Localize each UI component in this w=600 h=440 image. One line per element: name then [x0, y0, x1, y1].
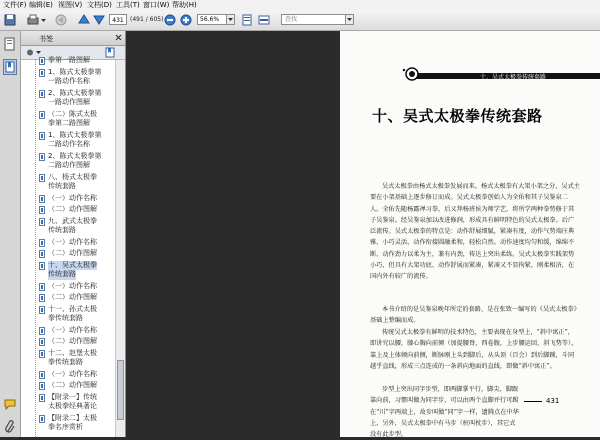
next-page-icon[interactable] — [93, 14, 105, 26]
bookmark-icon — [39, 394, 45, 402]
close-panel-icon[interactable] — [115, 34, 122, 43]
bookmark-icon — [39, 262, 45, 270]
bookmark-label: （一）动作名称 — [48, 369, 97, 378]
attachments-icon[interactable] — [4, 419, 16, 435]
bookmark-label: （二）动作图解 — [48, 337, 97, 345]
bookmark-icon — [39, 415, 45, 423]
bookmark-label: 八、杨式太极拳 — [48, 172, 97, 181]
dropdown-arrow-icon[interactable] — [41, 19, 46, 31]
bookmark-item[interactable] — [21, 68, 115, 88]
bookmark-icon — [39, 382, 45, 390]
search-input[interactable]: 查找 — [281, 14, 346, 25]
bookmark-label: （一）动作名称 — [48, 325, 97, 334]
bookmark-label: 拳第二路图解 — [48, 119, 90, 127]
bookmark-item[interactable] — [21, 110, 115, 130]
menu-view[interactable]: 视图(V) — [58, 1, 83, 9]
bookmark-label: （二）动作图解 — [48, 293, 97, 301]
bookmark-label: 传统套路 — [48, 270, 76, 278]
document-page — [340, 31, 600, 437]
bookmark-icon — [39, 111, 45, 119]
bookmark-item[interactable] — [21, 337, 115, 348]
page-total: (491 / 605) — [130, 16, 164, 23]
running-header: 十、吴式太极拳传统套路 — [480, 74, 547, 81]
bookmark-item[interactable] — [21, 217, 115, 237]
bookmark-label: 传统套路 — [48, 182, 76, 190]
bookmark-item[interactable] — [21, 249, 115, 260]
comments-icon[interactable] — [4, 398, 16, 412]
paragraph-3: 传统吴式太极拳有鲜明的技术特色，主要表现在身型上，“斜中寓正”，即讲究以腰、膝心胸向前倾（加提腰脊，西卷腹，上步腰运回，斜飞势等），靠上及上体倾向前侧，断脉刚上头到脚后，从头顶（百会）到后脚踵，斗同越乎直线，形成三点连成的一条斜向地面的直线，即做“斜中寓正”。 — [370, 329, 578, 370]
bookmark-label: 十二、赵堡太极 — [48, 348, 97, 357]
panel-title: 书签 — [39, 35, 53, 43]
bookmark-item[interactable] — [21, 349, 115, 369]
zoom-out-icon[interactable] — [164, 14, 176, 26]
pages-icon[interactable] — [4, 37, 16, 53]
menu-tools[interactable]: 工具(T) — [116, 1, 140, 9]
menu-edit[interactable]: 编辑(E) — [29, 1, 53, 9]
bookmark-item[interactable] — [21, 393, 115, 413]
paragraph-1: 吴式太极拳由杨式太极拳发展而来。杨式太极拳有大架小架之分，吴式主要在小架基础上逐步修订而成。吴式太极拳创始人为全佑和其子吴鉴泉二人。全佑先随杨露禅习拳，后又拜杨班侯为师学艺，将所学两种拳势修于其子吴鉴泉。经吴鉴泉加以改进修润，形成具有鲜明特色的吴式太极拳。后广泛流传。吴式太极拳的特点是：动作舒展细腻，紧凑有度，动作气势端庄典雅，小巧灵活，动作衔接圆融柔和，轻松自然。动作速度均匀和缓，绵绵不断，动作劲力以柔为主，兼有内劲，传达上突出柔练。吴式太极拳实践架势小巧，但具有大架功底、动作舒展而紧凑，紧凑又不显拘紧，刚柔相济，在国内外有较广的流传。 — [370, 183, 580, 281]
bookmark-item[interactable] — [21, 194, 115, 205]
bookmark-label: （一）动作名称 — [48, 281, 97, 290]
bookmark-item[interactable] — [21, 282, 115, 293]
bookmark-label: 太极拳经典著论 — [48, 402, 97, 410]
bookmark-item[interactable] — [21, 56, 115, 67]
bookmark-label: （二）动作图解 — [48, 249, 97, 257]
bookmark-label: 二路动作图解 — [48, 161, 90, 169]
bookmark-label: 【附录一】传统 — [48, 392, 97, 401]
bookmark-item[interactable] — [21, 152, 115, 172]
bookmark-label: 一路动作图解 — [48, 98, 90, 106]
bookmark-item[interactable] — [21, 326, 115, 337]
bookmark-item[interactable] — [21, 205, 115, 216]
bookmark-icon — [39, 153, 45, 161]
bookmark-item[interactable] — [21, 293, 115, 304]
bookmark-tree — [21, 56, 115, 437]
bookmark-label: 拳名序赏析 — [48, 423, 83, 431]
bookmarks-panel — [21, 31, 126, 437]
bookmark-item[interactable] — [21, 381, 115, 392]
bookmark-label: （二）陈式太极 — [48, 109, 97, 118]
bookmark-label: （二）动作图解 — [48, 381, 97, 389]
menu-help[interactable]: 帮助(H) — [172, 1, 197, 9]
paragraph-4: 步型上突出同字步型，即两脚掌平行，脚尖、脚跟靠向前，习惯叫做为同字步，可以由两个直脚并行可踢在“川”字两端上，故步叫做“同”字一样，遗腾点在中华上，另外，吴式太极拳中有马步（桩叫枕步），其它式没有此步型。 — [370, 386, 519, 439]
bookmark-icon — [39, 338, 45, 346]
bookmark-label: 十一、孙式太极 — [48, 304, 97, 313]
bookmark-label: 九、武式太极拳 — [48, 216, 97, 225]
zoom-in-icon[interactable] — [180, 14, 192, 26]
bookmark-label: 2、陈式太极拳第 — [48, 151, 102, 160]
bookmark-icon — [39, 371, 45, 379]
bookmark-item[interactable] — [21, 370, 115, 381]
menu-file[interactable]: 文件(F) — [3, 1, 27, 9]
panel-header — [21, 31, 125, 46]
bookmark-label: 2、陈式太极拳第 — [48, 88, 102, 97]
bookmark-item[interactable] — [21, 305, 115, 325]
zoom-level-input[interactable]: 56.6% — [197, 14, 227, 25]
toolbar — [0, 11, 600, 31]
panel-scrollbar[interactable] — [115, 60, 125, 437]
bookmark-label: （二）动作图解 — [48, 205, 97, 213]
bookmark-icon — [39, 69, 45, 77]
bookmark-icon — [39, 327, 45, 335]
scrollbar-thumb[interactable] — [117, 360, 124, 420]
fit-width-icon[interactable] — [258, 14, 270, 26]
bookmark-label: 1、陈式太极拳第 — [48, 67, 102, 76]
bookmark-icon — [39, 218, 45, 226]
bookmark-label: 拳第一路图解 — [48, 56, 90, 64]
save-icon[interactable] — [4, 14, 16, 26]
header-ornament — [402, 67, 422, 81]
bookmark-icon — [39, 306, 45, 314]
page-number-input[interactable]: 431 — [109, 14, 127, 25]
bookmark-icon — [39, 206, 45, 214]
bookmark-item[interactable] — [21, 261, 115, 281]
bookmark-label: 1、陈式太极拳第 — [48, 130, 102, 139]
page-number-rule — [524, 401, 542, 402]
paragraph-2: 本书介绍的是吴鉴泉晚年所定的套路，是在张致一编写的《吴式太极拳》基础上整编而成。 — [370, 306, 580, 325]
bookmark-icon — [39, 90, 45, 98]
bookmark-label: 传统套路 — [48, 226, 76, 234]
bookmark-icon — [39, 294, 45, 302]
bookmark-icon — [39, 239, 45, 247]
menu-window[interactable]: 窗口(W) — [143, 1, 170, 9]
bookmarks-icon[interactable] — [3, 59, 17, 75]
bookmark-label: 拳传统套路 — [48, 358, 83, 366]
zoom-dropdown-button[interactable] — [227, 14, 235, 25]
bookmark-icon — [39, 250, 45, 258]
search-dropdown-button[interactable] — [346, 14, 354, 25]
bookmark-label: （一）动作名称 — [48, 237, 97, 246]
bookmark-icon — [39, 57, 45, 65]
chapter-title: 十、吴式太极拳传统套路 — [372, 107, 543, 125]
fit-page-icon[interactable] — [241, 14, 253, 26]
print-icon[interactable] — [26, 14, 40, 26]
bookmark-label: 【附录二】太极 — [48, 413, 97, 422]
bookmark-icon — [39, 195, 45, 203]
bookmark-label: 拳传统套路 — [48, 314, 83, 322]
bookmark-label: 十、吴式太极拳 — [48, 260, 97, 269]
previous-page-icon[interactable] — [78, 14, 90, 26]
bookmark-icon — [39, 174, 45, 182]
page-number: 431 — [546, 397, 560, 405]
bookmark-icon — [39, 132, 45, 140]
bookmark-item[interactable] — [21, 173, 115, 193]
bookmark-label: 二路动作名称 — [48, 140, 90, 148]
bookmark-item[interactable] — [21, 89, 115, 109]
viewer-background — [126, 31, 340, 437]
bookmark-item[interactable] — [21, 238, 115, 249]
navigation-strip — [0, 31, 21, 437]
bookmark-icon — [39, 350, 45, 358]
back-icon[interactable] — [54, 14, 68, 26]
bookmark-icon — [39, 283, 45, 291]
bookmark-item[interactable] — [21, 131, 115, 151]
bookmark-label: 一路动作名称 — [48, 77, 90, 85]
menu-document[interactable]: 文档(D) — [87, 1, 112, 9]
bookmark-item[interactable] — [21, 414, 115, 434]
bookmark-label: （一）动作名称 — [48, 193, 97, 202]
